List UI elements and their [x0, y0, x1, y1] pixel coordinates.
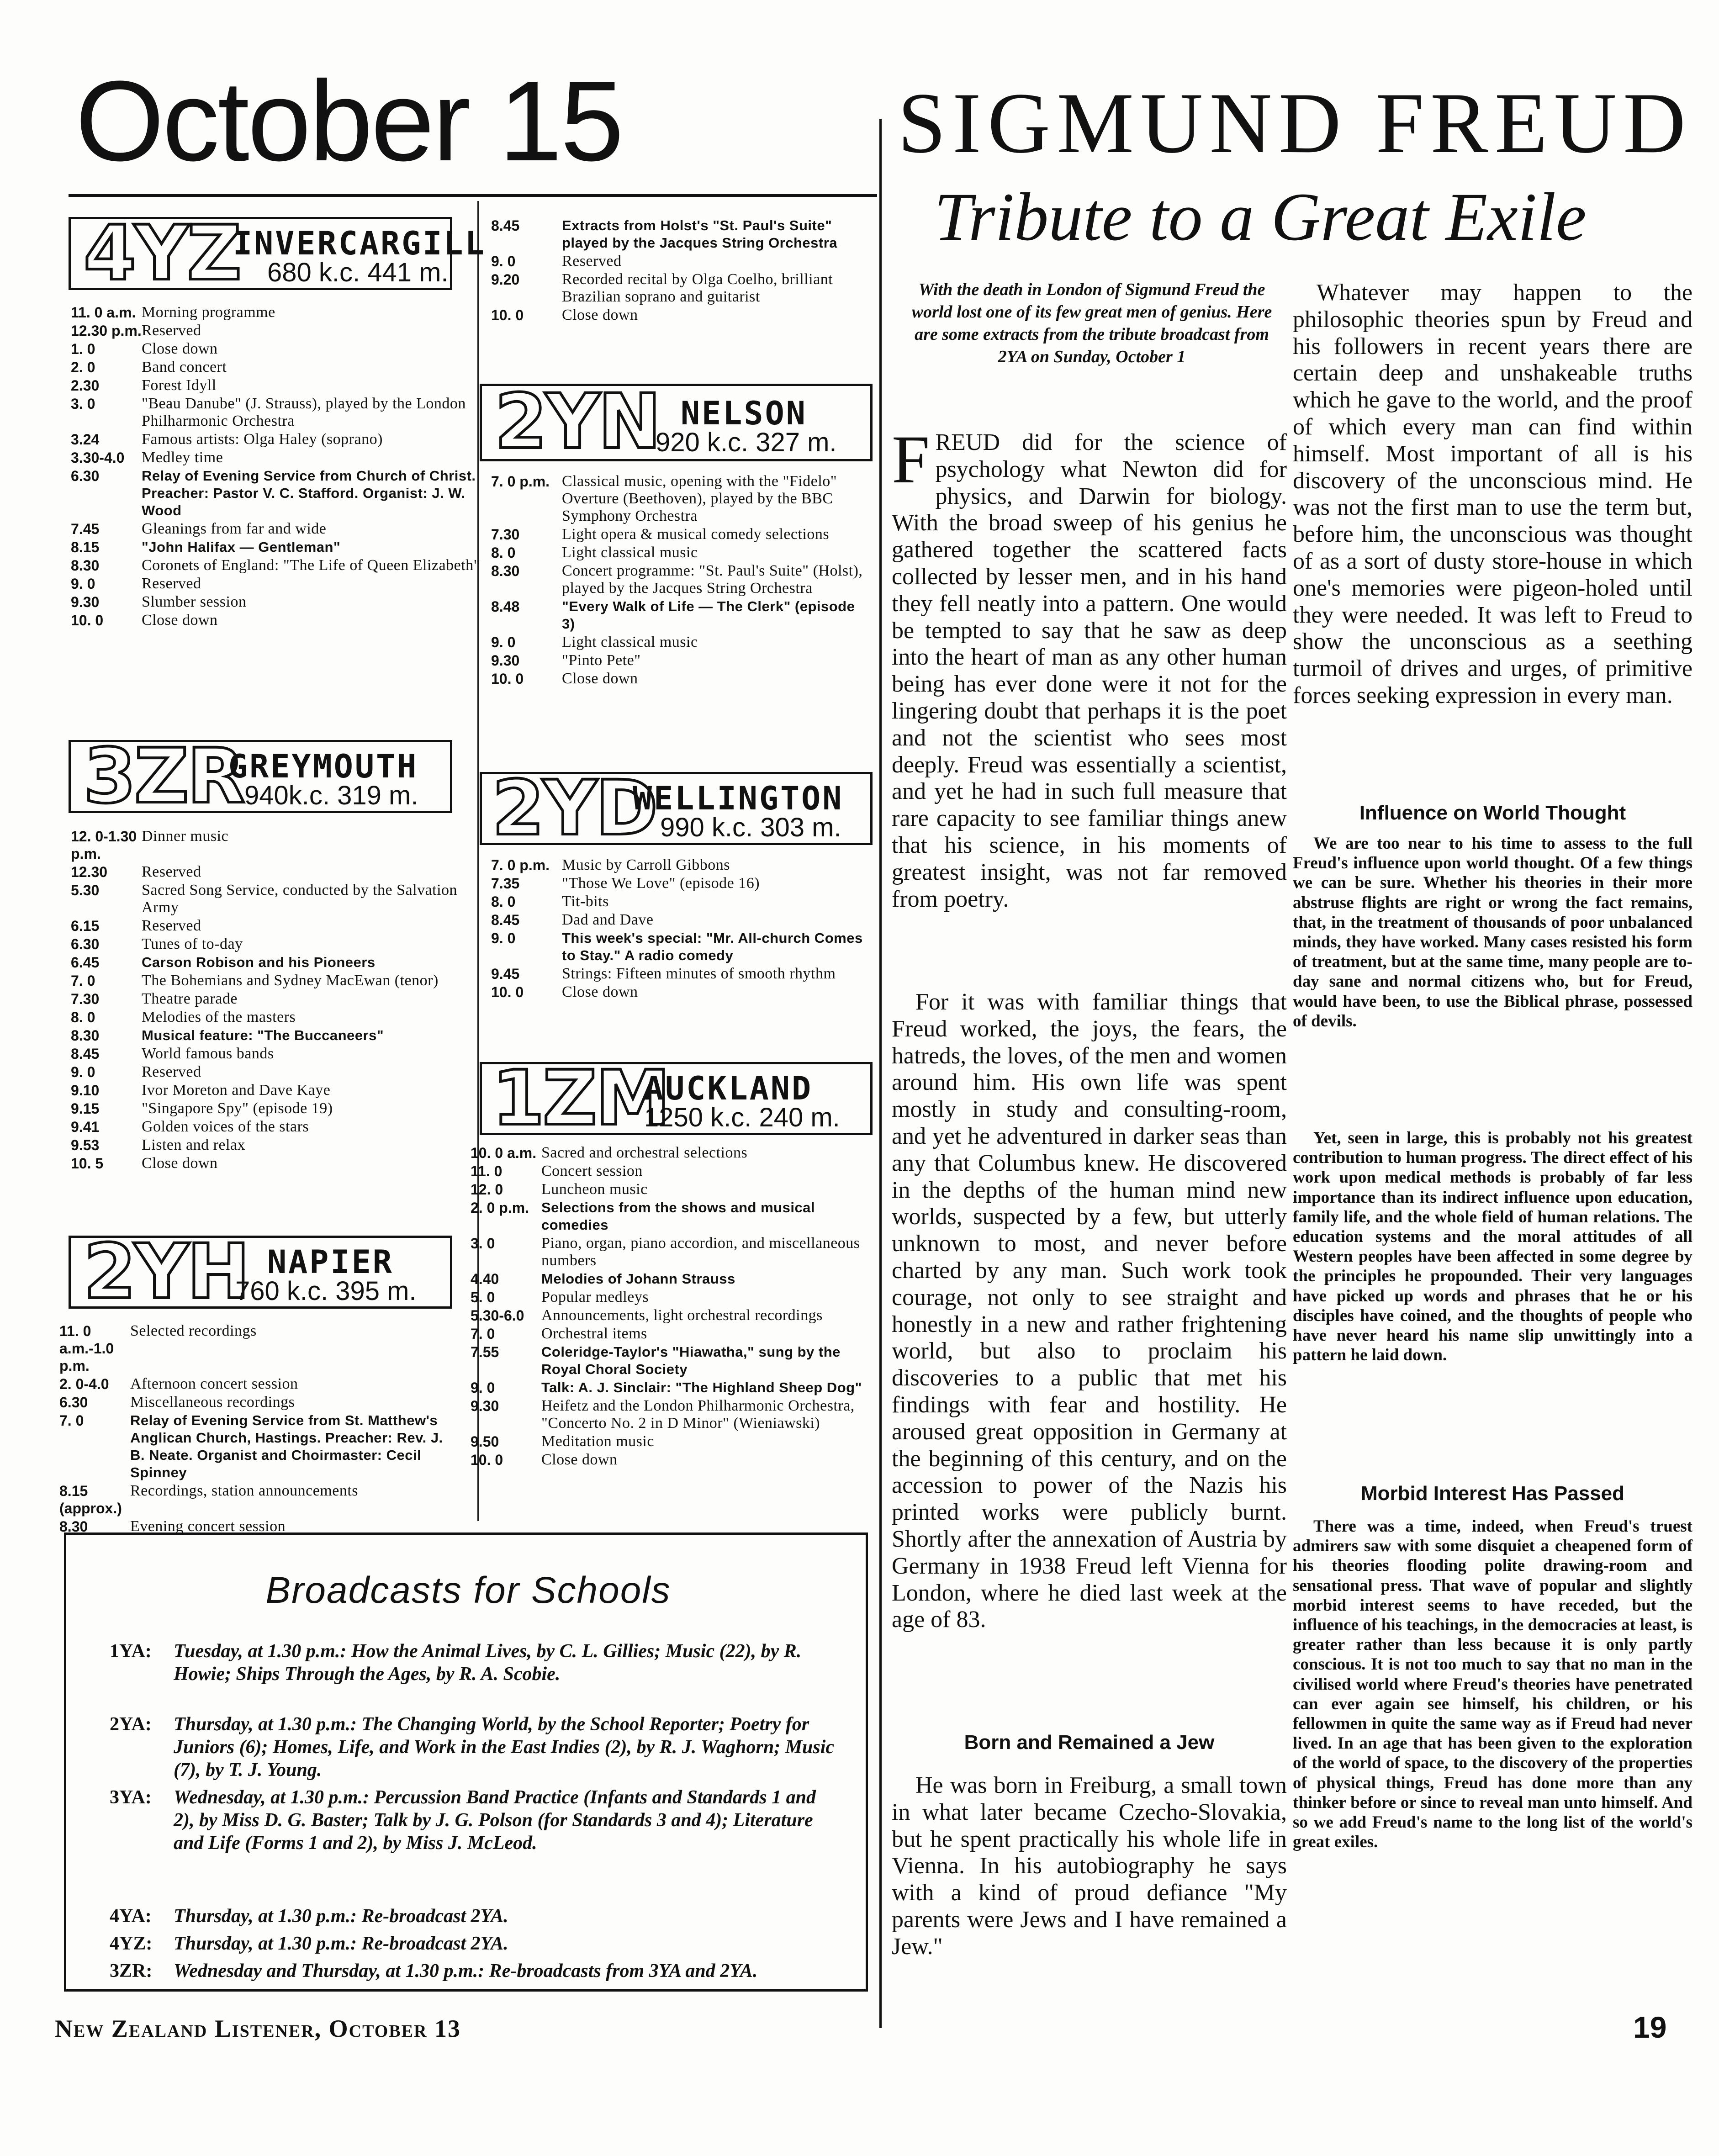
program-description: "Every Walk of Life — The Clerk" (episode 3)	[562, 598, 855, 632]
article-title: SIGMUND FREUD	[898, 75, 1693, 171]
program-time: 2. 0	[71, 359, 95, 375]
program-time: 3. 0	[71, 396, 95, 412]
program-row	[71, 395, 496, 430]
program-row	[71, 1009, 496, 1026]
program-time: 9. 0	[71, 576, 95, 592]
program-time: 9. 0	[71, 1064, 95, 1080]
station-header-2yd	[480, 764, 873, 852]
program-row	[491, 911, 870, 929]
program-description: World famous bands	[142, 1045, 274, 1062]
program-description: Heifetz and the London Philharmonic Orchestra, "Concerto No. 2 in D Minor" (Wieniawski)	[541, 1397, 855, 1432]
station-city: WELLINGTON	[633, 780, 844, 817]
program-time: 11. 0 a.m.	[71, 304, 136, 321]
program-list-3zr	[71, 828, 496, 1173]
program-description: Announcements, light orchestral recordings	[541, 1307, 823, 1324]
program-description: Close down	[142, 612, 218, 629]
program-description: Reserved	[142, 1063, 201, 1080]
program-time: 8. 0	[491, 893, 516, 910]
program-time: 10. 0	[491, 307, 524, 323]
program-row	[491, 893, 870, 910]
program-time: 8.30	[59, 1518, 88, 1535]
program-row	[491, 930, 870, 964]
schools-station: 2YA:	[110, 1714, 152, 1735]
program-row	[491, 965, 870, 983]
page-date: October 15	[75, 57, 622, 185]
program-row	[491, 544, 870, 561]
station-frequency: 760 k.c. 395 m.	[235, 1276, 417, 1306]
program-time: 8.30	[71, 557, 100, 574]
station-callsign: 3ZR	[84, 732, 243, 820]
program-row	[71, 431, 496, 448]
program-description: "Pinto Pete"	[562, 652, 641, 669]
program-description: Strings: Fifteen minutes of smooth rhythm	[562, 965, 836, 982]
schools-station: 4YZ:	[110, 1933, 153, 1954]
program-time: 12.30	[71, 864, 108, 880]
program-description: Close down	[562, 670, 638, 687]
program-description: Slumber session	[142, 593, 247, 610]
program-description: Light classical music	[562, 634, 698, 650]
station-frequency: 680 k.c. 441 m.	[267, 258, 449, 287]
program-row	[491, 526, 870, 543]
program-row	[491, 875, 870, 892]
program-description: The Bohemians and Sydney MacEwan (tenor)	[142, 972, 439, 989]
station-city: GREYMOUTH	[228, 748, 418, 785]
program-time: 8.30	[71, 1027, 100, 1044]
station-frequency: 920 k.c. 327 m.	[656, 428, 837, 457]
program-time: 7.35	[491, 875, 520, 892]
program-time: 6.30	[71, 468, 100, 484]
program-row	[471, 1379, 868, 1396]
program-time: 7. 0	[59, 1412, 84, 1429]
program-row	[471, 1397, 868, 1432]
program-description: Orchestral items	[541, 1325, 647, 1342]
program-row	[71, 449, 496, 466]
program-description: Reserved	[142, 863, 201, 880]
program-time: 9. 0	[491, 253, 516, 270]
program-description: Reserved	[142, 917, 201, 934]
program-row	[471, 1199, 868, 1234]
program-row	[71, 340, 496, 358]
program-row	[71, 467, 496, 519]
program-description: "Singapore Spy" (episode 19)	[142, 1100, 333, 1117]
program-row	[71, 1063, 496, 1081]
program-description: Concert session	[541, 1163, 643, 1179]
program-time: 8. 0	[491, 544, 516, 561]
program-time: 3. 0	[471, 1235, 495, 1252]
program-description: Close down	[562, 983, 638, 1000]
program-description: Melodies of Johann Strauss	[541, 1271, 735, 1287]
program-description: Reserved	[142, 575, 201, 592]
program-time: 9.15	[71, 1100, 100, 1117]
article-paragraph-6: Yet, seen in large, this is probably not his greatest contribution to human progress. The direct effect of his work upon medical methods is probably of far less importance than its indirect influence upon education, family life, and the whole field of human relations. The education systems and the moral attitudes of all Western peoples have been affected in some degree by the principles he propounded. Their very languages have picked up words and phrases that he or his disciples have coined, and the thoughts of people who have never heard his name slip unwittingly into a pattern he laid down.	[1293, 1129, 1693, 1365]
program-description: Close down	[142, 340, 218, 357]
station-header-3zr	[69, 732, 452, 820]
program-row	[71, 882, 496, 916]
program-row	[491, 983, 870, 1001]
program-row	[59, 1412, 457, 1481]
program-time: 2. 0 p.m.	[471, 1200, 529, 1216]
program-row	[471, 1289, 868, 1306]
program-row	[59, 1482, 457, 1517]
program-time: 7. 0	[71, 972, 95, 989]
program-row	[471, 1433, 868, 1450]
program-row	[471, 1144, 868, 1162]
program-time: 9. 0	[491, 930, 516, 946]
program-time: 9.30	[471, 1398, 499, 1414]
program-description: Close down	[541, 1451, 618, 1468]
program-description: Close down	[142, 1155, 218, 1172]
program-description: Carson Robison and his Pioneers	[142, 954, 376, 970]
program-description: Ivor Moreton and Dave Kaye	[142, 1082, 331, 1099]
program-row	[71, 304, 496, 321]
program-list-2yd	[491, 856, 870, 1002]
program-description: Theatre parade	[142, 990, 238, 1007]
program-time: 6.15	[71, 918, 100, 934]
program-time: 8.48	[491, 598, 520, 615]
program-time: 5. 0	[471, 1289, 495, 1305]
program-row	[491, 598, 870, 633]
program-time: 5.30-6.0	[471, 1307, 524, 1324]
program-time: 9.53	[71, 1137, 100, 1153]
program-time: 12. 0-1.30 p.m.	[71, 828, 137, 862]
program-description: Piano, organ, piano accordion, and miscellaneous numbers	[541, 1235, 860, 1269]
program-time: 9.30	[491, 652, 520, 669]
program-list-2yh-continued	[491, 217, 870, 325]
program-description: "John Halifax — Gentleman"	[142, 539, 341, 555]
article-paragraph-1: FREUD did for the science of psychology what Newton did for physics, and Darwin for biology. With the broad sweep of his genius he gathered together the scattered facts collected by lesser men, and in his hand they fell neatly into a pattern. One would be tempted to say that he saw as deep into the heart of man as any other human being has ever done were it not for the lingering doubt that perhaps it is the poet and not the scientist who sees most deeply. Freud was essentially a scientist, and yet he had in such full measure that rare capacity to see familiar things anew that his science, in his moments of greatest insight, was not far removed from poetry.	[892, 422, 1287, 912]
program-time: 9. 0	[471, 1379, 495, 1396]
subheading-morbid: Morbid Interest Has Passed	[1360, 1482, 1625, 1505]
program-time: 12.30 p.m.	[71, 322, 142, 339]
program-time: 7.30	[491, 526, 520, 543]
column-divider	[879, 119, 882, 2028]
program-row	[71, 990, 496, 1008]
station-frequency: 990 k.c. 303 m.	[660, 813, 841, 842]
program-time: 10. 0	[471, 1452, 503, 1468]
page-number: 19	[1633, 2010, 1667, 2044]
program-row	[491, 562, 870, 597]
program-row	[471, 1451, 868, 1469]
article-intro: With the death in London of Sigmund Freud the world lost one of its few great men of genius. Here are some extracts from the tribute broadcast from 2YA on Sunday, October 1	[911, 280, 1272, 366]
program-row	[71, 863, 496, 881]
program-time: 10. 0	[491, 984, 524, 1000]
station-header-2yn	[480, 378, 873, 465]
article-paragraph-3: He was born in Freiburg, a small town in what later became Czecho-Slovakia, but he spent practically his whole life in Vienna. In his autobiography he says with a kind of proud defiance "My parents were Jews and I have remained a Jew."	[892, 1772, 1287, 1960]
program-description: Golden voices of the stars	[142, 1118, 309, 1135]
schools-box	[64, 1532, 868, 1992]
program-time: 10. 5	[71, 1155, 104, 1172]
program-time: 8. 0	[71, 1009, 95, 1025]
program-time: 10. 0	[491, 671, 524, 687]
program-time: 9.50	[471, 1433, 499, 1450]
program-row	[71, 935, 496, 953]
program-time: 9.20	[491, 271, 520, 288]
program-time: 9.10	[71, 1082, 100, 1099]
program-description: Selected recordings	[130, 1322, 257, 1339]
program-description: Coronets of England: "The Life of Queen Elizabeth"	[142, 557, 481, 574]
program-description: Close down	[562, 306, 638, 323]
program-row	[71, 539, 496, 556]
program-time: 5.30	[71, 882, 100, 898]
program-description: Musical feature: "The Buccaneers"	[142, 1027, 384, 1043]
station-callsign: 2YN	[495, 378, 660, 465]
schools-station: 3YA:	[110, 1787, 152, 1808]
program-row	[71, 954, 496, 971]
program-time: 4.40	[471, 1271, 499, 1287]
program-time: 6.30	[59, 1394, 88, 1411]
program-row	[471, 1181, 868, 1198]
program-description: Morning programme	[142, 304, 275, 321]
program-row	[71, 828, 496, 862]
drop-cap: F	[892, 422, 930, 497]
station-header-1zm	[480, 1054, 873, 1142]
program-description: Extracts from Holst's "St. Paul's Suite" played by the Jacques String Orchestra	[562, 217, 838, 251]
program-description: "Those We Love" (episode 16)	[562, 875, 760, 892]
program-description: Listen and relax	[142, 1136, 246, 1153]
program-row	[491, 670, 870, 687]
station-callsign: 2YH	[84, 1228, 249, 1316]
program-row	[71, 1118, 496, 1136]
station-city: INVERCARGILL	[233, 225, 486, 262]
article-paragraph-2: For it was with familiar things that Freud worked, the joys, the fears, the hatreds, the loves, of the men and women around him. His own life was spent mostly in study and consulting-room, and yet he adventured in darker seas than any that Columbus knew. He discovered in the depths of the human mind new worlds, suspected by a few, but utterly unknown to most, and never before charted by any man. Such work took courage, not only to see straight and honestly in a new and rather frightening world, but also to proclaim his discoveries to a public that met his findings with fear and hostility. He aroused great opposition in Germany at the beginning of this century, and on the accession to power of the Nazis his printed works were publicly burnt. Shortly after the annexation of Austria by Germany in 1938 Freud left Vienna for London, where he died last week at the age of 83.	[892, 989, 1287, 1633]
station-city: NELSON	[681, 395, 807, 432]
program-description: "Beau Danube" (J. Strauss), played by the London Philharmonic Orchestra	[142, 395, 466, 429]
program-description: Recorded recital by Olga Coelho, brilliant Brazilian soprano and guitarist	[562, 271, 833, 305]
program-description: Gleanings from far and wide	[142, 520, 327, 537]
footer-publication: New Zealand Listener, October 13	[55, 2015, 461, 2042]
program-row	[71, 322, 496, 339]
program-row	[71, 377, 496, 394]
program-list-2yh	[59, 1322, 457, 1536]
program-row	[71, 593, 496, 611]
article-paragraph-4: Whatever may happen to the philosophic theories spun by Freud and his followers in recent years there are certain deep and unshakeable truths which he gave to the world, and the proof of which every man can find within himself. Most important of all is his discovery of the unconscious mind. He was not the first man to use the term but, before him, the unconscious was thought of as a sort of dusty store-house in which one's memories were pigeon-holed until they were needed. It was left to Freud to show the unconscious as a seething turmoil of drives and urges, of primitive forces seeking expression in every man.	[1293, 280, 1693, 708]
station-city: AUCKLAND	[644, 1070, 813, 1107]
program-row	[471, 1163, 868, 1180]
schools-schedule: Tuesday, at 1.30 p.m.: How the Animal Lives, by C. L. Gillies; Music (22), by R. Howie; Ships Through the Ages, by R. A. Scobie.	[174, 1641, 802, 1685]
program-row	[491, 473, 870, 525]
program-list-1zm	[471, 1144, 868, 1469]
station-header-2yh	[69, 1228, 452, 1316]
article-subtitle: Tribute to a Great Exile	[934, 179, 1587, 255]
schools-item	[110, 1932, 841, 1955]
program-description: Reserved	[142, 322, 201, 339]
program-time: 9.30	[71, 594, 100, 610]
program-row	[491, 271, 870, 306]
program-description: Meditation music	[541, 1433, 654, 1450]
program-description: Coleridge-Taylor's "Hiawatha," sung by the Royal Choral Society	[541, 1344, 841, 1377]
program-row	[491, 856, 870, 874]
schools-schedule: Thursday, at 1.30 p.m.: The Changing World, by the School Reporter; Poetry for Juniors (6); Homes, Life, and Work in the East Indies (2), by R. J. Waghorn; Music (7), by T. J. Young.	[174, 1714, 835, 1781]
program-description: Band concert	[142, 359, 227, 375]
program-time: 6.45	[71, 954, 100, 971]
program-time: 10. 0	[71, 612, 104, 629]
program-time: 9. 0	[491, 634, 516, 650]
schools-item	[110, 1960, 841, 1982]
program-description: Classical music, opening with the "Fidelo" Overture (Beethoven), played by the BBC Symphony Orchestra	[562, 473, 837, 524]
station-frequency: 1250 k.c. 240 m.	[644, 1103, 840, 1132]
subheading-born: Born and Remained a Jew	[964, 1731, 1215, 1754]
program-row	[71, 557, 496, 574]
program-time: 2.30	[71, 377, 100, 394]
program-time: 11. 0 a.m.-1.0 p.m.	[59, 1323, 114, 1374]
program-row	[491, 306, 870, 324]
program-row	[471, 1270, 868, 1288]
program-time: 9.41	[71, 1119, 100, 1135]
program-time: 8.45	[71, 1046, 100, 1062]
program-time: 7.55	[471, 1344, 499, 1360]
program-row	[59, 1375, 457, 1393]
program-time: 11. 0	[471, 1163, 502, 1179]
program-list-4yz	[71, 304, 496, 630]
station-city: NAPIER	[267, 1243, 394, 1281]
program-row	[71, 1027, 496, 1044]
schools-station: 3ZR:	[110, 1960, 153, 1982]
program-description: Evening concert session	[130, 1518, 286, 1535]
program-row	[71, 575, 496, 592]
station-callsign: 2YD	[492, 764, 656, 852]
schools-station: 4YA:	[110, 1906, 152, 1927]
program-description: Selections from the shows and musical comedies	[541, 1200, 815, 1233]
program-description: Famous artists: Olga Haley (soprano)	[142, 431, 383, 448]
program-description: This week's special: "Mr. All-church Comes to Stay." A radio comedy	[562, 930, 863, 963]
program-time: 6.30	[71, 936, 100, 952]
program-row	[71, 1082, 496, 1099]
program-row	[71, 1155, 496, 1172]
program-row	[71, 612, 496, 629]
program-time: 12. 0	[471, 1181, 503, 1198]
program-row	[71, 1100, 496, 1117]
program-list-2yn	[491, 473, 870, 688]
program-description: Light opera & musical comedy selections	[562, 526, 830, 543]
program-time: 7. 0 p.m.	[491, 857, 550, 873]
program-row	[71, 1045, 496, 1062]
program-description: Relay of Evening Service from St. Matthew's Anglican Church, Hastings. Preacher: Rev. J. B. Neate. Organist and Choirmaster: Cecil Spinney	[130, 1412, 443, 1480]
program-description: Forest Idyll	[142, 377, 217, 394]
program-row	[491, 634, 870, 651]
schools-schedule: Thursday, at 1.30 p.m.: Re-broadcast 2YA.	[174, 1933, 508, 1954]
program-time: 7. 0	[471, 1326, 495, 1342]
program-row	[71, 917, 496, 935]
program-description: Tunes of to-day	[142, 935, 243, 952]
schools-schedule: Thursday, at 1.30 p.m.: Re-broadcast 2YA.	[174, 1906, 508, 1927]
subheading-influence: Influence on World Thought	[1359, 802, 1626, 824]
schools-title: Broadcasts for Schools	[265, 1569, 671, 1611]
schools-item	[110, 1713, 841, 1781]
program-row	[471, 1235, 868, 1269]
program-time: 9.45	[491, 966, 520, 982]
article-paragraph-7: There was a time, indeed, when Freud's truest admirers saw with some disquiet a cheapened form of his theories flooding polite drawing-room and sensational press. That wave of popular and slightly morbid interest seems to have receded, but the influence of his teachings, in the democracies at least, is greater rather than less because it is only partly conscious. It is not too much to say that no man in the civilised world where Freud's theories have penetrated can ever again see himself, his children, or his fellowmen in quite the same way as if Freud had never lived. In an age that has been given to the exploration of the world of space, to the discovery of the properties of physical things, Freud has done more than any thinker before or since to reveal man unto himself. And so we add Freud's name to the long list of the world's great exiles.	[1293, 1517, 1693, 1852]
program-description: Miscellaneous recordings	[130, 1394, 295, 1411]
program-description: Afternoon concert session	[130, 1375, 298, 1392]
program-time: 2. 0-4.0	[59, 1376, 109, 1392]
program-time: 8.15 (approx.)	[59, 1483, 122, 1517]
program-row	[471, 1307, 868, 1324]
program-row	[471, 1325, 868, 1342]
program-description: Reserved	[562, 253, 622, 270]
program-row	[491, 217, 870, 252]
station-header-4yz	[69, 209, 486, 297]
schools-schedule: Wednesday, at 1.30 p.m.: Percussion Band Practice (Infants and Standards 1 and 2), by Miss D. G. Baster; Talk by J. G. Polson (for Standards 3 and 4); Literature and Life (Forms 1 and 2), by Miss J. McLeod.	[174, 1787, 816, 1854]
program-time: 1. 0	[71, 341, 95, 357]
program-description: Dinner music	[142, 828, 229, 845]
program-time: 7.30	[71, 991, 100, 1007]
program-time: 8.45	[491, 912, 520, 928]
program-row	[71, 1136, 496, 1154]
program-time: 3.24	[71, 431, 100, 448]
schools-item	[110, 1786, 841, 1855]
program-description: Dad and Dave	[562, 911, 654, 928]
program-description: Popular medleys	[541, 1289, 649, 1305]
station-callsign: 4YZ	[84, 209, 240, 297]
program-description: Music by Carroll Gibbons	[562, 856, 730, 873]
schools-schedule: Wednesday and Thursday, at 1.30 p.m.: Re-broadcasts from 3YA and 2YA.	[174, 1960, 758, 1982]
schools-item	[110, 1905, 841, 1928]
program-row	[491, 652, 870, 669]
program-description: Sacred and orchestral selections	[541, 1144, 748, 1161]
program-row	[59, 1394, 457, 1411]
program-description: Relay of Evening Service from Church of Christ. Preacher: Pastor V. C. Stafford. Organist: J. W. Wood	[142, 468, 476, 518]
program-description: Melodies of the masters	[142, 1009, 296, 1025]
program-description: Light classical music	[562, 544, 698, 561]
program-description: Concert programme: "St. Paul's Suite" (Holst), played by the Jacques String Orchestra	[562, 562, 863, 597]
program-time: 8.45	[491, 217, 520, 234]
program-row	[471, 1343, 868, 1378]
program-time: 3.30-4.0	[71, 449, 125, 466]
program-time: 10. 0 a.m.	[471, 1145, 537, 1161]
program-time: 8.15	[71, 539, 100, 555]
program-description: Recordings, station announcements	[130, 1482, 359, 1499]
program-description: Sacred Song Service, conducted by the Salvation Army	[142, 882, 458, 916]
program-time: 8.30	[491, 563, 520, 579]
article-paragraph-5: We are too near to his time to assess to the full Freud's influence upon world thought. Of a few things we can be sure. Whether his theories in their more abstruse flights are right or wrong the fact remains, that, in the treatment of thousands of poor unbalanced minds, they have worked. Many cases resisted his form of treatment, but at the same time, many people are to-day sane and normal citizens who, but for Freud, would have been, to use the Biblical phrase, possessed of devils.	[1293, 834, 1693, 1030]
program-row	[71, 520, 496, 538]
program-description: Luncheon music	[541, 1181, 648, 1198]
program-row	[491, 253, 870, 270]
program-time: 7.45	[71, 521, 100, 537]
schools-station: 1YA:	[110, 1641, 152, 1662]
program-row	[71, 972, 496, 989]
header-rule	[69, 194, 877, 197]
program-description: Talk: A. J. Sinclair: "The Highland Sheep Dog"	[541, 1379, 862, 1395]
station-frequency: 940k.c. 319 m.	[244, 781, 418, 810]
program-row	[71, 359, 496, 376]
station-callsign: 1ZM	[492, 1054, 669, 1142]
program-row	[59, 1322, 457, 1374]
program-time: 7. 0 p.m.	[491, 473, 550, 490]
schools-item	[110, 1640, 841, 1686]
program-description: Tit-bits	[562, 893, 609, 910]
program-description: Medley time	[142, 449, 223, 466]
